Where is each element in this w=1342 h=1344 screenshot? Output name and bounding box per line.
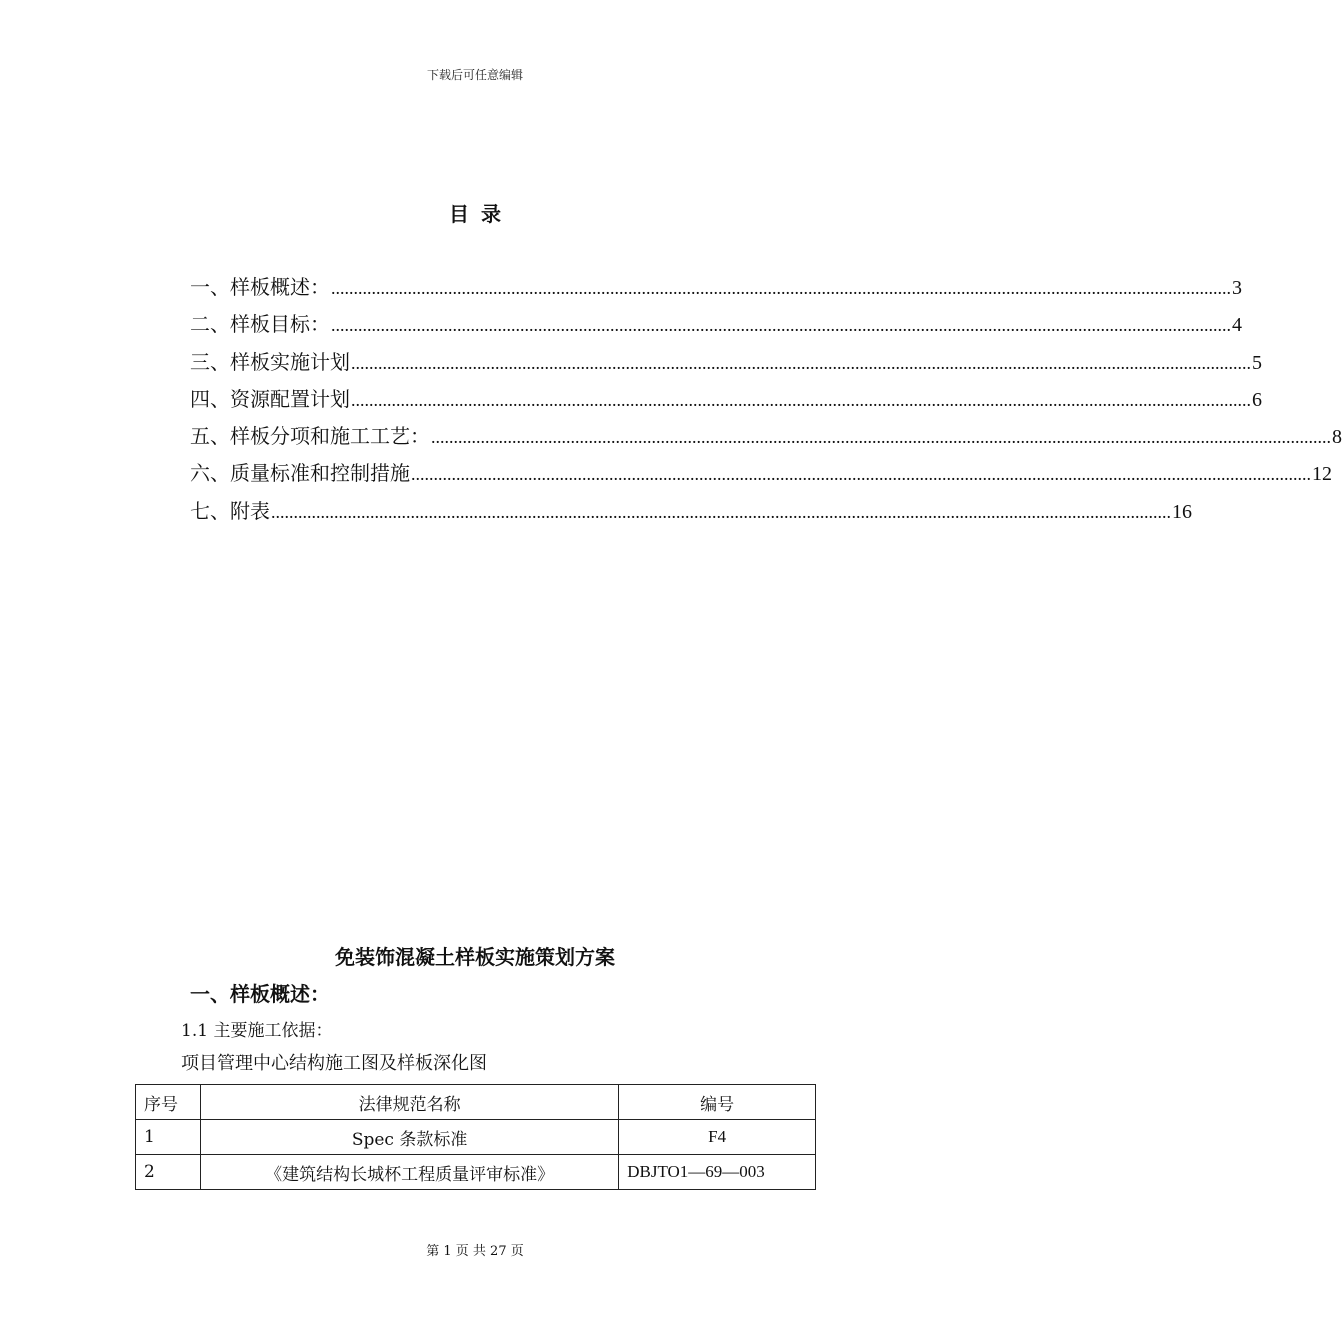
toc-entry-page: 16: [1172, 500, 1192, 523]
cell-name: 《建筑结构长城杯工程质量评审标准》: [200, 1155, 618, 1190]
regulations-table: [135, 1084, 816, 1190]
toc-leader-dots: ........................................................................................................................................................................................................: [271, 501, 1171, 522]
document-title: 免装饰混凝土样板实施策划方案: [335, 945, 615, 969]
page-footer: 第 1 页 共 27 页: [426, 1244, 524, 1259]
table-of-contents: [190, 272, 1342, 533]
toc-leader-dots: ........................................................................................................................................................................................................: [411, 464, 1311, 485]
column-header-code: 编号: [619, 1085, 816, 1120]
table-header-row: [136, 1085, 816, 1120]
toc-entry[interactable]: [190, 496, 1192, 533]
toc-entry-page: 3: [1232, 277, 1242, 299]
toc-entry[interactable]: [190, 421, 1342, 458]
section-heading: 一、样板概述：: [190, 982, 330, 1006]
toc-entry[interactable]: [190, 347, 1262, 384]
body-paragraph: 项目管理中心结构施工图及样板深化图: [181, 1053, 487, 1074]
column-header-number: 序号: [136, 1085, 201, 1120]
cell-number: 1: [136, 1120, 201, 1155]
toc-entry-label: 七、附表: [190, 498, 270, 523]
sub-heading: 1.1 主要施工依据：: [181, 1021, 333, 1041]
cell-number: 2: [136, 1155, 201, 1190]
toc-entry[interactable]: [190, 458, 1332, 495]
toc-title: 目录: [449, 202, 513, 226]
toc-entry-page: 4: [1232, 314, 1242, 337]
toc-leader-dots: ........................................................................................................................................................................................................: [431, 427, 1331, 448]
toc-leader-dots: ........................................................................................................................................................................................................: [351, 389, 1251, 410]
table-row: [136, 1120, 816, 1155]
table-row: [136, 1155, 816, 1190]
toc-entry[interactable]: [190, 309, 1242, 346]
toc-leader-dots: ........................................................................................................................................................................................................: [351, 352, 1251, 373]
toc-entry-page: 12: [1312, 463, 1332, 486]
toc-entry-label: 一、样板概述：: [190, 275, 330, 299]
toc-entry-page: 6: [1252, 388, 1262, 411]
toc-entry-label: 五、样板分项和施工工艺：: [190, 424, 430, 449]
column-header-name: 法律规范名称: [200, 1085, 618, 1120]
toc-leader-dots: ........................................................................................................................................................................................................: [331, 315, 1231, 336]
header-note: 下载后可任意编辑: [426, 68, 523, 82]
toc-entry-label: 二、样板目标：: [190, 312, 330, 337]
toc-leader-dots: ........................................................................................................................................................................................................: [331, 278, 1231, 298]
cell-name: Spec 条款标准: [200, 1120, 618, 1155]
toc-entry-label: 四、资源配置计划: [190, 386, 350, 411]
toc-entry-page: 5: [1252, 351, 1262, 374]
toc-entry-page: 8: [1332, 426, 1342, 449]
cell-code: DBJTO1—69—003: [619, 1155, 816, 1190]
toc-entry-label: 六、质量标准和控制措施: [190, 461, 410, 486]
toc-entry[interactable]: [190, 272, 1242, 309]
toc-entry[interactable]: [190, 384, 1262, 421]
toc-entry-label: 三、样板实施计划: [190, 349, 350, 374]
cell-code: F4: [619, 1120, 816, 1155]
